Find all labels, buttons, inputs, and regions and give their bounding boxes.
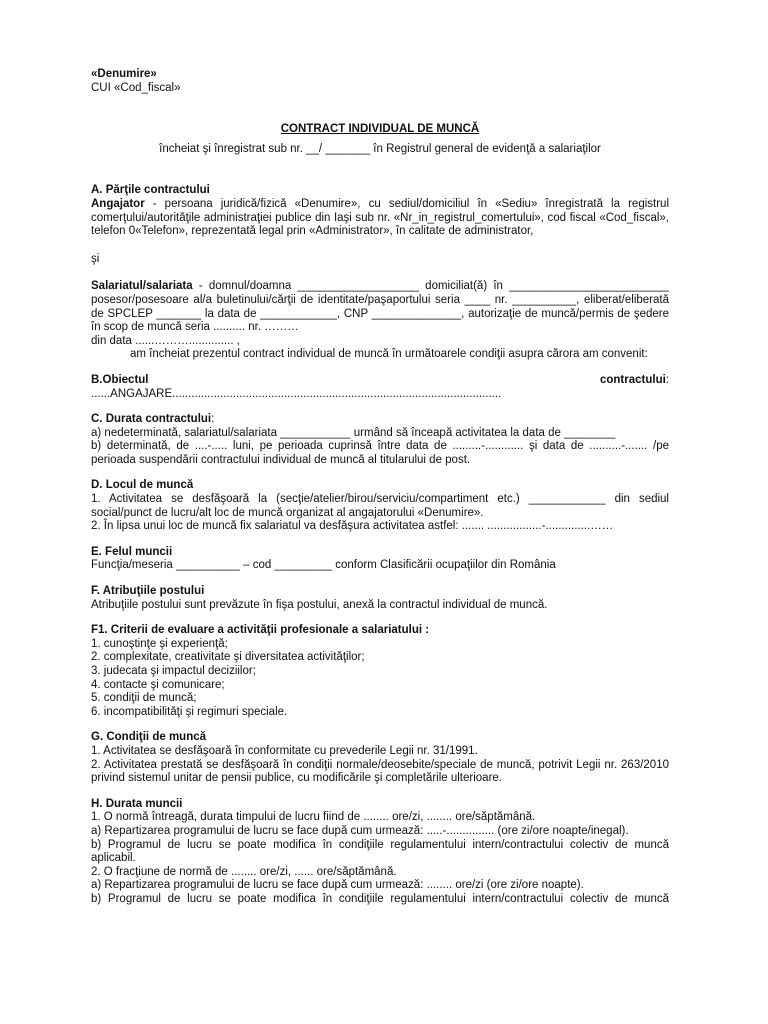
document-body xyxy=(91,68,669,907)
employee-text: - domnul/doamna ___________________ domiciliat(ă) în _________________________ posesor/posesoare al/a buletinului/cărţii de identitate/paşaportului seria ____ nr. __________, eliberat/eliberată de SPCLEP _______ la data de ____________, CNP ______________, autorizaţie de muncă/permis de şedere în scop de muncă seria .......... nr. ……… xyxy=(91,280,669,334)
section-b-heading xyxy=(91,374,669,388)
criteria-item: 2. complexitate, creativitate şi diversitatea activităţilor; xyxy=(91,651,365,664)
section-f-line: Atribuţiile postului sunt prevăzute în fişa postului, anexă la contractul individual de muncă. xyxy=(91,598,548,611)
section-d-line-2: 2. În lipsa unui loc de muncă fix salariatul va desfăşura activitatea astfel: ....... .................-..............…… xyxy=(91,520,614,533)
work-duration-item: a) Repartizarea programului de lucru se face după cum urmează: .....-............... (ore zi/ore noapte/inegal). xyxy=(91,824,629,837)
section-c-heading-line xyxy=(91,413,669,427)
work-duration-item: 2. O fracţiune de normă de ........ ore/zi, ...... ore/săptămână. xyxy=(91,865,397,878)
criteria-item: 1. cunoştinţe şi experienţă; xyxy=(91,637,228,650)
employer-label: Angajator xyxy=(91,197,145,210)
company-cui: CUI «Cod_fiscal» xyxy=(91,81,181,94)
employee-label: Salariatul/salariata xyxy=(91,280,193,293)
work-duration-item: b) Programul de lucru se poate modifica în condiţiile regulamentului intern/contractului colectiv de muncă xyxy=(91,892,669,905)
criteria-item: 5. condiţii de muncă; xyxy=(91,692,197,705)
contract-subtitle: încheiat şi înregistrat sub nr. __/ _______ în Registrul general de evidenţă a salariaţilor xyxy=(159,142,601,155)
section-f-heading: F. Atribuţiile postului xyxy=(91,585,205,598)
section-b-content: ......ANGAJARE....................................................................................................... xyxy=(91,387,502,400)
employee-paragraph xyxy=(91,280,669,334)
section-d-heading: D. Locul de muncă xyxy=(91,479,194,492)
section-c-line-b: b) determinată, de ....-..... luni, pe perioada cuprinsă între data de .........-............ şi data de ..........-....... /pe perioada suspendării contractului individual de muncă al titularului de post. xyxy=(91,440,669,466)
and-conjunction: şi xyxy=(91,252,100,265)
employer-paragraph xyxy=(91,198,669,239)
section-d-line-1: 1. Activitatea se desfăşoară la (secţie/atelier/birou/serviciu/compartiment etc.) ____________ din sediul social/punct de lucru/alt loc de muncă organizat al angajatorului «Denumire». xyxy=(91,493,669,519)
work-duration-item: b) Programul de lucru se poate modifica în condiţiile regulamentului intern/contractului colectiv de muncă aplicabil. xyxy=(91,838,669,865)
section-b-heading-right: contractului xyxy=(599,373,666,386)
section-g-line-2: 2. Activitatea prestată se desfăşoară în condiţii normale/deosebite/speciale de muncă, potrivit Legii nr. 263/2010 privind sistemul unitar de pensii publice, cu modificările şi completările ulterioare. xyxy=(91,758,669,785)
criteria-item: 6. incompatibilităţi şi regimuri speciale. xyxy=(91,705,288,718)
agreement-paragraph: am încheiat prezentul contract individual de muncă în următoarele condiţii asupra cărora am convenit: xyxy=(130,348,648,361)
section-b-heading-left: B.Obiectul xyxy=(91,373,149,386)
section-h-heading: H. Durata muncii xyxy=(91,797,183,810)
criteria-item: 3. judecata şi impactul deciziilor; xyxy=(91,665,256,677)
section-g-line-1: 1. Activitatea se desfăşoară în conformitate cu prevederile Legii nr. 31/1991. xyxy=(91,744,478,757)
section-g-heading: G. Condiţii de muncă xyxy=(91,731,207,744)
section-e-line: Funcţia/meseria __________ – cod _________ conform Clasificării ocupaţiilor din România xyxy=(91,559,556,572)
section-e-heading: E. Felul muncii xyxy=(91,545,173,558)
employee-date-line: din data ......……….............. , xyxy=(91,334,240,347)
work-duration-item: 1. O normă întreagă, durata timpului de lucru fiind de ........ ore/zi, ........ ore/săptămână. xyxy=(91,811,536,824)
section-c-heading: C. Durata contractului xyxy=(91,413,212,426)
section-c-colon: : xyxy=(211,413,215,426)
work-duration-item: a) Repartizarea programului de lucru se face după cum urmează: ........ ore/zi (ore zi/ore noapte). xyxy=(91,879,584,892)
contract-title: CONTRACT INDIVIDUAL DE MUNCĂ xyxy=(280,123,480,136)
section-c-line-a: a) nedeterminată, salariatul/salariata ___________ urmând să înceapă activitatea la data de ________ xyxy=(91,426,616,439)
section-b-heading-colon: : xyxy=(665,373,669,386)
employer-text: - persoana juridică/fizică «Denumire», cu sediul/domiciliul în «Sediu» înregistrată la registrul comerţului/autorităţile administraţiei publice din Iaşi sub nr. «Nr_in_registrul_comertului», cod fiscal «Cod_fiscal», telefon 0«Telefon», reprezentată legal prin «Administrator», în calitate de administrator, xyxy=(91,197,669,238)
section-a-heading: A. Părţile contractului xyxy=(91,184,210,197)
section-f1-heading: F1. Criterii de evaluare a activităţii profesionale a salariatului : xyxy=(91,624,430,637)
company-name: «Denumire» xyxy=(91,68,157,80)
criteria-item: 4. contacte şi comunicare; xyxy=(91,678,225,691)
